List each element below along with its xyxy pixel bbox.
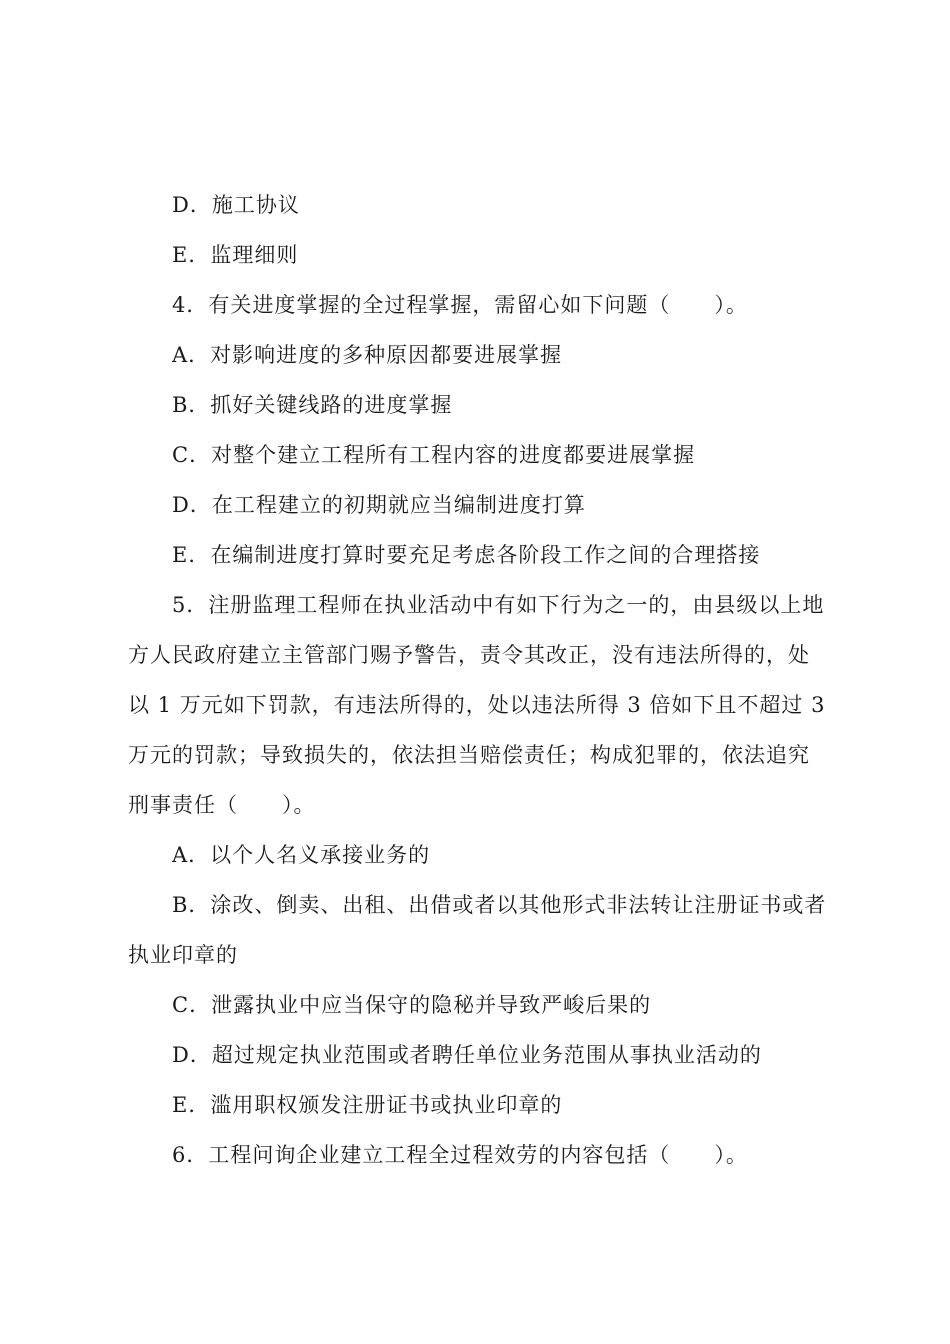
option-a-q4: A．对影响进度的多种原因都要进展掌握 <box>172 343 563 367</box>
question-5-line-4: 万元的罚款；导致损失的，依法担当赔偿责任；构成犯罪的，依法追究 <box>128 743 810 767</box>
question-5-line-5: 刑事责任（ ）。 <box>128 793 316 817</box>
option-b-q5-line-1: B．涂改、倒卖、出租、出借或者以其他形式非法转让注册证书或者 <box>172 893 827 917</box>
document-body <box>128 180 832 1180</box>
option-c-q5: C．泄露执业中应当保守的隐秘并导致严峻后果的 <box>172 993 652 1017</box>
option-a-q5: A．以个人名义承接业务的 <box>172 843 431 867</box>
option-d-q5: D．超过规定执业范围或者聘任单位业务范围从事执业活动的 <box>172 1043 762 1067</box>
option-e-q4: E．在编制进度打算时要充足考虑各阶段工作之间的合理搭接 <box>172 543 761 567</box>
option-b-q5-line-2: 执业印章的 <box>128 943 238 967</box>
option-e-q5: E．滥用职权颁发注册证书或执业印章的 <box>172 1093 563 1117</box>
question-5-line-1: 5．注册监理工程师在执业活动中有如下行为之一的，由县级以上地 <box>172 593 825 617</box>
option-e-q3: E．监理细则 <box>172 243 299 267</box>
option-d-q3: D．施工协议 <box>172 193 300 217</box>
question-5-line-3: 以 1 万元如下罚款，有违法所得的，处以违法所得 3 倍如下且不超过 3 <box>128 693 826 717</box>
question-5-line-2: 方人民政府建立主管部门赐予警告，责令其改正，没有违法所得的，处 <box>128 643 810 667</box>
option-b-q4: B．抓好关键线路的进度掌握 <box>172 393 453 417</box>
option-d-q4: D．在工程建立的初期就应当编制进度打算 <box>172 493 586 517</box>
question-6: 6．工程问询企业建立工程全过程效劳的内容包括（ ）。 <box>172 1143 748 1167</box>
option-c-q4: C．对整个建立工程所有工程内容的进度都要进展掌握 <box>172 443 696 467</box>
question-4: 4．有关进度掌握的全过程掌握，需留心如下问题（ ）。 <box>172 293 748 317</box>
